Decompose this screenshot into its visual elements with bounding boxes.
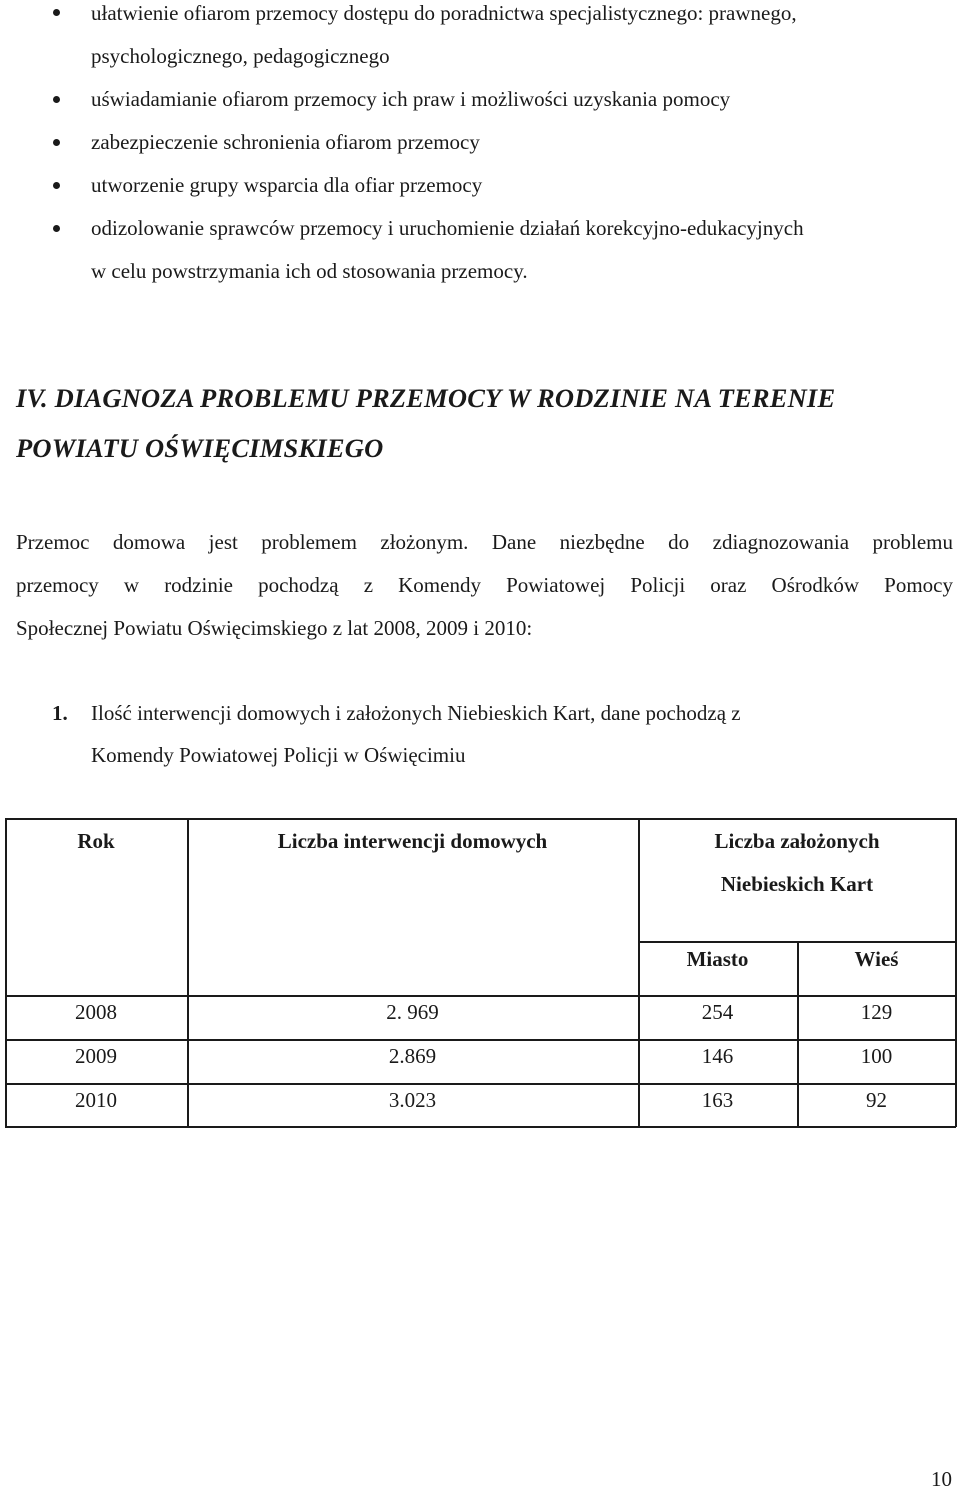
table-cell-rok: 2009 — [75, 1044, 117, 1068]
table-border — [5, 1126, 956, 1128]
table-header-wies: Wieś — [854, 947, 899, 971]
table-cell-interwencje: 3.023 — [388, 1088, 437, 1112]
table-cell-wies: 129 — [860, 1000, 893, 1024]
list-item-text: psychologicznego, pedagogicznego — [91, 44, 390, 68]
table-border — [5, 818, 956, 820]
paragraph-line: Przemoc domowa jest problemem złożonym. Dane niezbędne do zdiagnozowania problemu — [16, 530, 953, 554]
table-border — [5, 1083, 956, 1085]
item-text: Komendy Powiatowej Policji w Oświęcimiu — [91, 743, 466, 767]
bullet-icon — [53, 225, 60, 232]
table-cell-miasto: 146 — [701, 1044, 734, 1068]
table-cell-wies: 92 — [866, 1088, 887, 1112]
table-border — [955, 818, 957, 1127]
table-cell-rok: 2008 — [75, 1000, 117, 1024]
bullet-icon — [53, 96, 60, 103]
list-item-text: ułatwienie ofiarom przemocy dostępu do poradnictwa specjalistycznego: prawnego, — [91, 1, 797, 25]
table-border — [5, 995, 956, 997]
table-border — [5, 818, 7, 1127]
paragraph-line: Społecznej Powiatu Oświęcimskiego z lat 2008, 2009 i 2010: — [16, 616, 533, 640]
table-header-interwencje: Liczba interwencji domowych — [277, 829, 548, 853]
section-heading: IV. DIAGNOZA PROBLEMU PRZEMOCY W RODZINIE NA TERENIE — [16, 383, 836, 413]
section-heading: POWIATU OŚWIĘCIMSKIEGO — [16, 433, 384, 463]
page-number: 10 — [931, 1467, 952, 1491]
bullet-icon — [53, 139, 60, 146]
table-border — [5, 1039, 956, 1041]
table-header-karty: Niebieskich Kart — [720, 872, 874, 896]
list-item-text: uświadamianie ofiarom przemocy ich praw i możliwości uzyskania pomocy — [91, 87, 731, 111]
item-text: Ilość interwencji domowych i założonych Niebieskich Kart, dane pochodzą z — [91, 701, 741, 725]
table-border — [638, 818, 640, 1127]
table-border — [187, 818, 189, 1127]
table-cell-interwencje: 2.869 — [388, 1044, 437, 1068]
list-item-text: odizolowanie sprawców przemocy i uruchomienie działań korekcyjno-edukacyjnych — [91, 216, 804, 240]
table-header-karty: Liczba założonych — [714, 829, 880, 853]
bullet-icon — [53, 182, 60, 189]
table-cell-rok: 2010 — [75, 1088, 117, 1112]
list-item-text: utworzenie grupy wsparcia dla ofiar przemocy — [91, 173, 483, 197]
paragraph-line: przemocy w rodzinie pochodzą z Komendy Powiatowej Policji oraz Ośrodków Pomocy — [16, 573, 953, 597]
table-cell-interwencje: 2. 969 — [386, 1000, 439, 1024]
table-cell-miasto: 163 — [701, 1088, 734, 1112]
table-cell-wies: 100 — [860, 1044, 893, 1068]
table-cell-miasto: 254 — [701, 1000, 734, 1024]
table-header-rok: Rok — [77, 829, 115, 853]
item-number: 1. — [52, 701, 68, 725]
bullet-icon — [53, 9, 60, 16]
list-item-text: w celu powstrzymania ich od stosowania przemocy. — [91, 259, 528, 283]
list-item-text: zabezpieczenie schronienia ofiarom przemocy — [91, 130, 480, 154]
data-table — [5, 818, 956, 1127]
table-header-miasto: Miasto — [686, 947, 749, 971]
